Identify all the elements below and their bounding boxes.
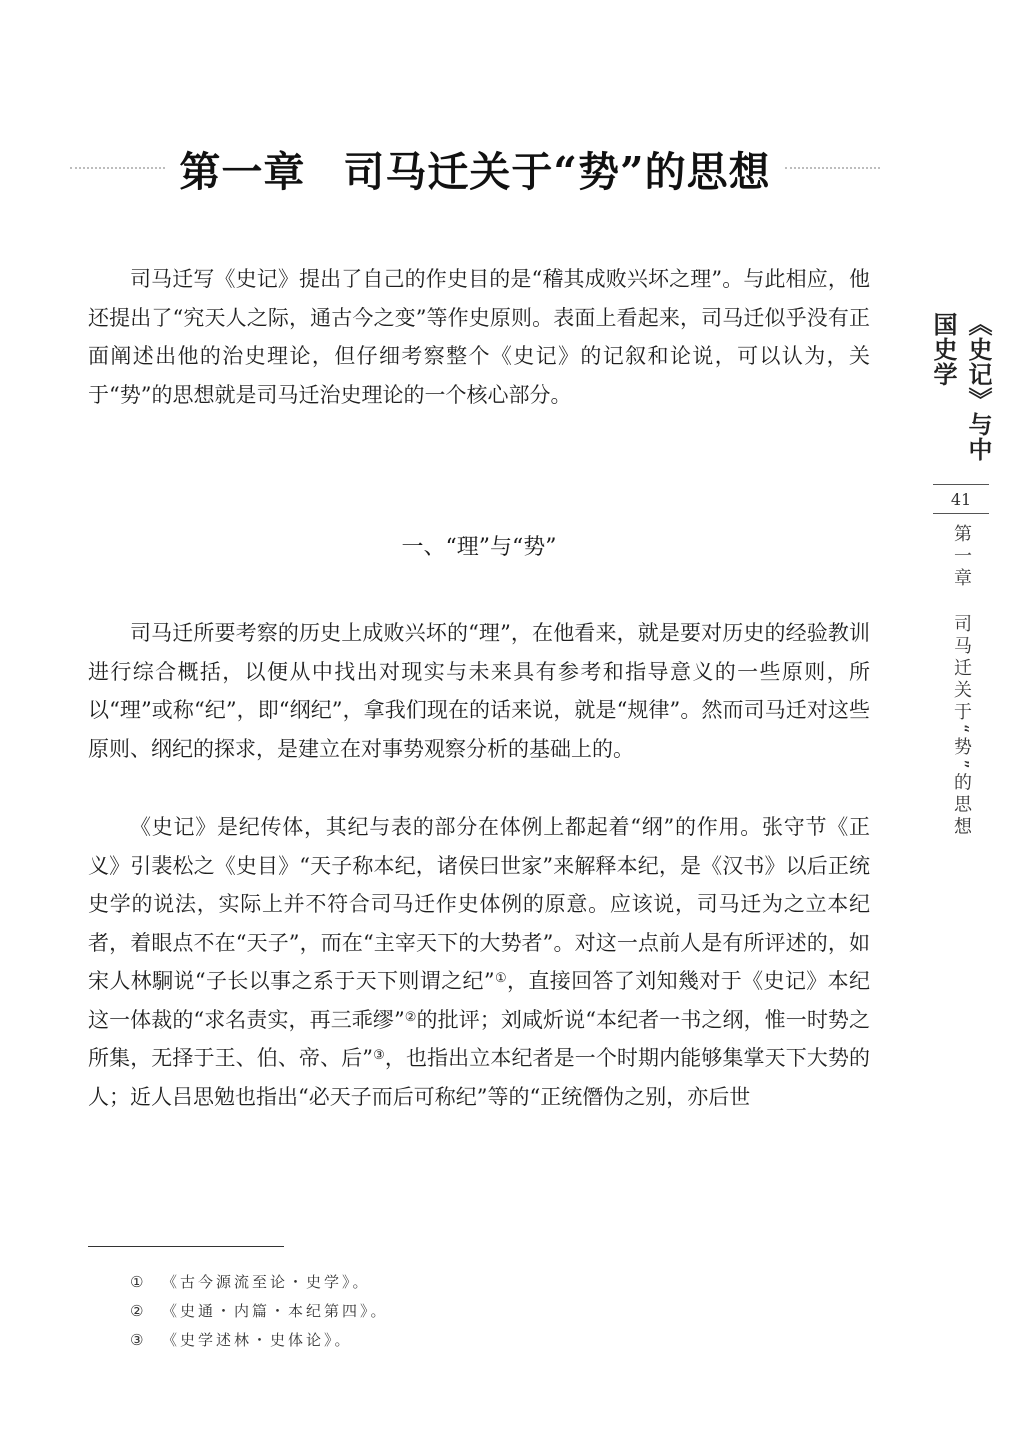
- page-number: 41: [950, 490, 972, 509]
- chapter-title-text: 司马迁关于“势”的思想: [343, 147, 771, 196]
- running-chapter: [948, 524, 974, 839]
- running-chapter-number: 第一章: [951, 524, 972, 590]
- body-paragraph-2: [88, 808, 870, 1116]
- footnote-divider: [88, 1246, 284, 1247]
- footnote-mark: ③: [130, 1331, 144, 1349]
- running-chapter-title: 司马迁关于“势”的思想: [951, 614, 972, 839]
- footnote-item: [130, 1268, 730, 1297]
- running-header: [930, 312, 992, 839]
- footnote-ref-2[interactable]: ②: [404, 1009, 417, 1025]
- footnote-mark: ②: [130, 1302, 144, 1320]
- footnote-text: 《史学述林・史体论》。: [162, 1331, 353, 1349]
- paragraph-text: ，直接回答了刘知幾对于《史记》本纪这一体裁的“求名责实，再三乖缪”: [88, 969, 870, 1032]
- side-rule-bottom: [933, 513, 989, 514]
- footnote-text: 《古今源流至论・史学》。: [162, 1273, 371, 1291]
- footnote-item: [130, 1297, 730, 1326]
- footnotes: [130, 1268, 730, 1355]
- footnote-mark: ①: [130, 1273, 144, 1291]
- body-paragraph-1: 司马迁所要考察的历史上成败兴坏的“理”，在他看来，就是要对历史的经验教训进行综合概括，以便从中找出对现实与未来具有参考和指导意义的一些原则，所以“理”或称“纪”，即“纲纪”，拿我们现在的话来说，就是“规律”。然而司马迁对这些原则、纲纪的探求，是建立在对事势观察分析的基础上的。: [88, 621, 870, 761]
- footnote-item: [130, 1326, 730, 1355]
- paragraph-text: 《史记》是纪传体，其纪与表的部分在体例上都起着“纲”的作用。张守节《正义》引裴松之《史目》“天子称本纪，诸侯曰世家”来解释本纪，是《汉书》以后正统史学的说法，实际上并不符合司马迁作史体例的原意。应该说，司马迁为之立本纪者，着眼点不在“天子”，而在“主宰天下的大势者”。对这一点前人是有所评述的，如宋人林駉说“子长以事之系于天下则谓之纪”: [88, 815, 870, 993]
- footnote-text: 《史通・内篇・本纪第四》。: [162, 1302, 389, 1320]
- footnote-ref-1[interactable]: ①: [494, 971, 507, 986]
- right-dotted-rule: [785, 167, 880, 169]
- chapter-number: 第一章: [179, 147, 306, 196]
- paragraph-text: 的批评；刘咸炘说“本纪者一书之纲，惟一时势之所集，无择于王、伯、帝、后”: [88, 1007, 871, 1070]
- left-dotted-rule: [70, 167, 165, 169]
- intro-paragraph: 司马迁写《史记》提出了自己的作史目的是“稽其成败兴坏之理”。与此相应，他还提出了“究天人之际，通古今之变”等作史原则。表面上看起来，司马迁似乎没有正面阐述出他的治史理论，但仔细考察整个《史记》的记叙和论说，可以认为，关于“势”的思想就是司马迁治史理论的一个核心部分。: [88, 267, 870, 407]
- chapter-title: [165, 139, 784, 198]
- footnote-ref-3[interactable]: ③: [373, 1048, 385, 1063]
- book-title: 《史记》与中国史学: [929, 312, 993, 462]
- section-heading: 一、“理”与“势”: [401, 535, 557, 560]
- chapter-header: [70, 138, 880, 198]
- paragraph-text: ，也指出立本纪者是一个时期内能够集掌天下大势的人；近人吕思勉也指出“必天子而后可称纪”等的“正统僭伪之别，亦后世: [88, 1046, 870, 1109]
